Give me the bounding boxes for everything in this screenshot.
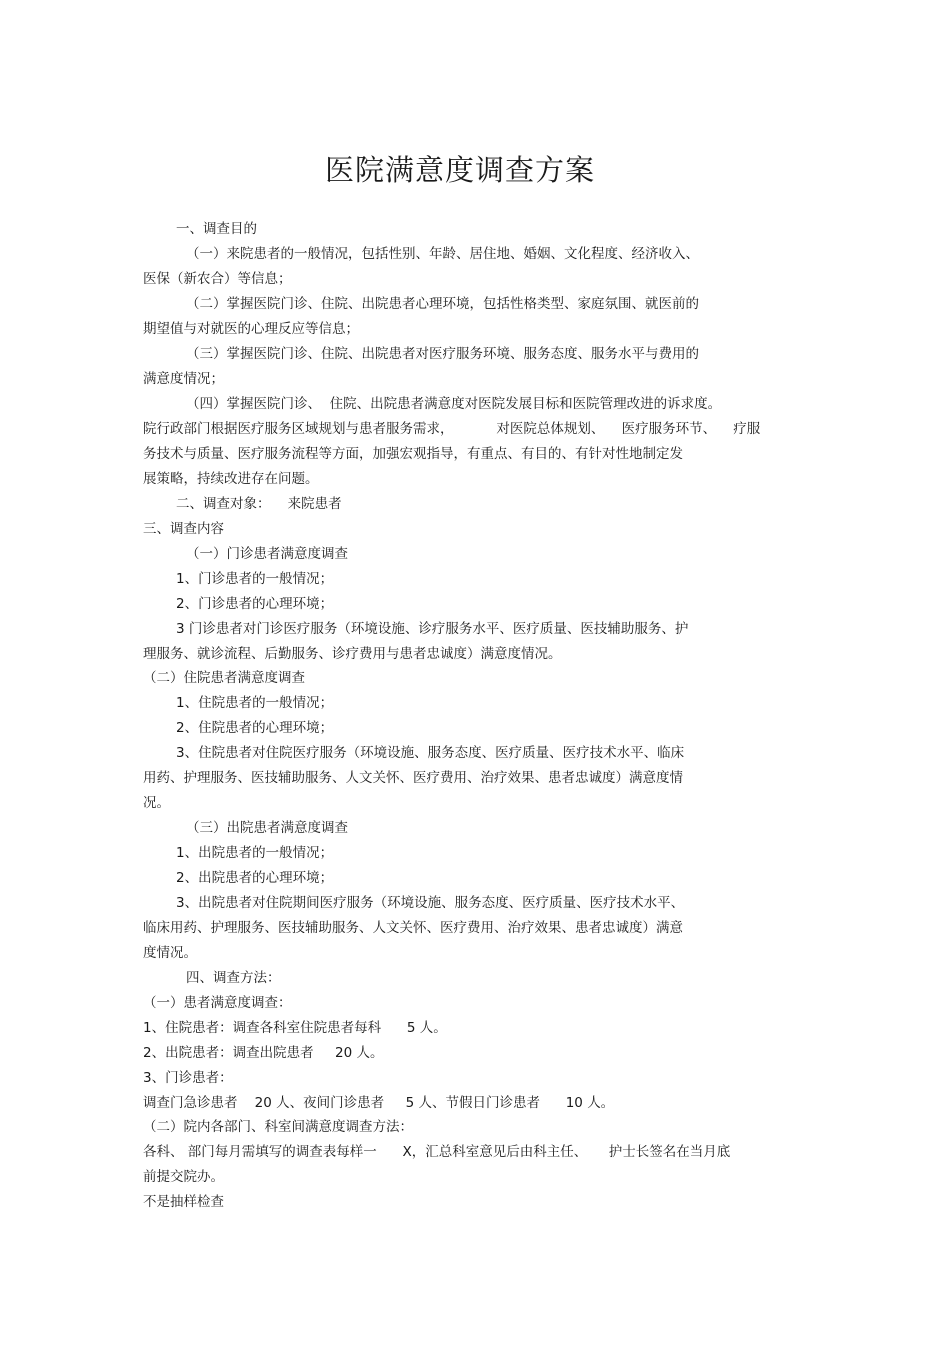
subsection-heading: （一）患者满意度调查： bbox=[143, 995, 292, 1011]
list-item: 2、住院患者的心理环境； bbox=[176, 720, 334, 736]
list-item: 3、住院患者对住院医疗服务（环境设施、服务态度、医疗质量、医疗技术水平、临床 bbox=[176, 745, 685, 761]
paragraph-line: 调查门急诊患者 20 人、夜间门诊患者 5 人、节假日门诊患者 10 人。 bbox=[143, 1095, 615, 1111]
document-title: 医院满意度调查方案 bbox=[324, 153, 595, 187]
subsection-heading: （一）门诊患者满意度调查 bbox=[186, 546, 348, 562]
list-item: 2、出院患者的心理环境； bbox=[176, 870, 334, 886]
paragraph-line: 理服务、就诊流程、后勤服务、诊疗费用与患者忠诚度）满意度情况。 bbox=[143, 646, 562, 662]
list-item: 3 门诊患者对门诊医疗服务（环境设施、诊疗服务水平、医疗质量、医技辅助服务、护 bbox=[176, 621, 689, 637]
paragraph-line: 临床用药、护理服务、医技辅助服务、人文关怀、医疗费用、治疗效果、患者忠诚度）满意 bbox=[143, 920, 683, 936]
list-item: 1、住院患者的一般情况； bbox=[176, 695, 334, 711]
list-item: 1、住院患者：调查各科室住院患者每科 5 人。 bbox=[143, 1020, 447, 1036]
paragraph-line: 前提交院办。 bbox=[143, 1169, 224, 1185]
list-item: 1、出院患者的一般情况； bbox=[176, 845, 334, 861]
subsection-heading: （三）出院患者满意度调查 bbox=[186, 820, 348, 836]
paragraph-line: 务技术与质量、医疗服务流程等方面，加强宏观指导，有重点、有目的、有针对性地制定发 bbox=[143, 446, 683, 462]
paragraph-line: 期望值与对就医的心理反应等信息； bbox=[143, 321, 359, 337]
paragraph-line: 院行政部门根据医疗服务区域规划与患者服务需求， 对医院总体规划、 医疗服务环节、 疗服 bbox=[143, 421, 761, 437]
list-item: 3、出院患者对住院期间医疗服务（环境设施、服务态度、医疗质量、医疗技术水平、 bbox=[176, 895, 685, 911]
section-heading: 二、调查对象： 来院患者 bbox=[176, 496, 342, 512]
section-heading: 三、调查内容 bbox=[143, 521, 224, 537]
list-item: 3、门诊患者： bbox=[143, 1070, 233, 1086]
subsection-heading: （二）院内各部门、科室间满意度调查方法： bbox=[143, 1119, 413, 1135]
paragraph-line: （一）来院患者的一般情况，包括性别、年龄、居住地、婚姻、文化程度、经济收入、 bbox=[186, 246, 699, 262]
paragraph-line: （三）掌握医院门诊、住院、出院患者对医疗服务环境、服务态度、服务水平与费用的 bbox=[186, 346, 699, 362]
list-item: 2、门诊患者的心理环境； bbox=[176, 596, 334, 612]
paragraph-line: 用药、护理服务、医技辅助服务、人文关怀、医疗费用、治疗效果、患者忠诚度）满意度情 bbox=[143, 770, 683, 786]
list-item: 2、出院患者：调查出院患者 20 人。 bbox=[143, 1045, 384, 1061]
paragraph-line: 况。 bbox=[143, 795, 170, 811]
paragraph-line: （二）掌握医院门诊、住院、出院患者心理环境，包括性格类型、家庭氛围、就医前的 bbox=[186, 296, 699, 312]
list-item: 1、门诊患者的一般情况； bbox=[176, 571, 334, 587]
paragraph-line: （四）掌握医院门诊、 住院、出院患者满意度对医院发展目标和医院管理改进的诉求度。 bbox=[186, 396, 722, 412]
paragraph-line: 度情况。 bbox=[143, 945, 197, 961]
section-heading: 四、调查方法： bbox=[186, 970, 281, 986]
paragraph-line: 满意度情况； bbox=[143, 371, 224, 387]
section-heading: 一、调查目的 bbox=[176, 221, 257, 237]
paragraph-line: 展策略，持续改进存在问题。 bbox=[143, 471, 319, 487]
subsection-heading: （二）住院患者满意度调查 bbox=[143, 670, 305, 686]
paragraph-line: 各科、 部门每月需填写的调查表每样一 X，汇总科室意见后由科主任、 护士长签名在当月底 bbox=[143, 1144, 731, 1160]
paragraph-line: 医保（新农合）等信息； bbox=[143, 271, 292, 287]
paragraph-line: 不是抽样检查 bbox=[143, 1194, 224, 1210]
